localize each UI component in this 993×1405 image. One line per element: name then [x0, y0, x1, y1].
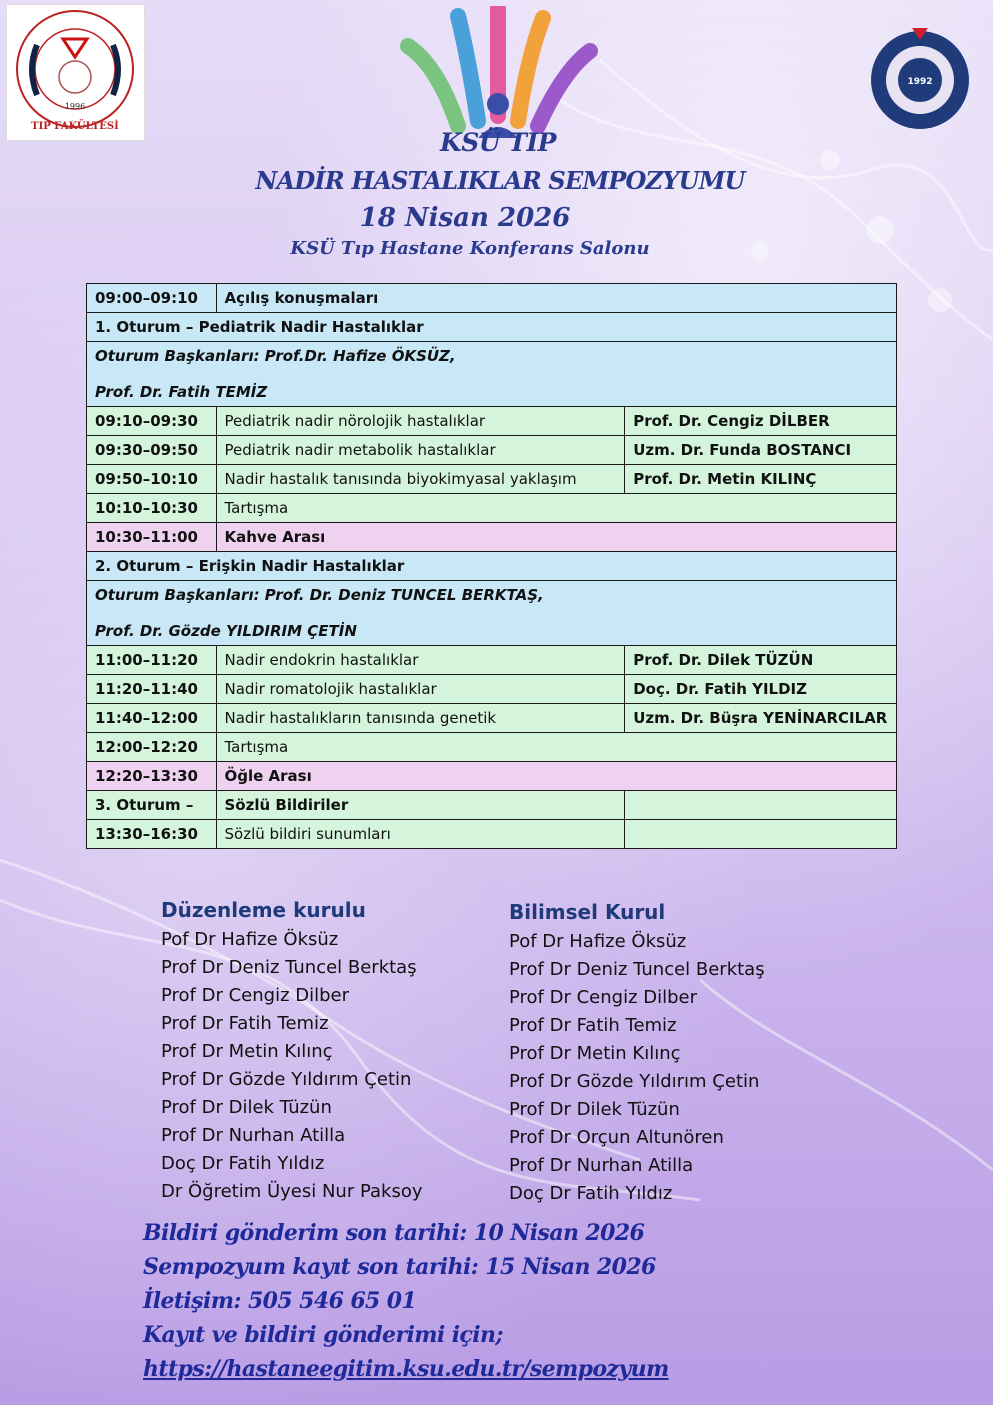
list-item: Doç Dr Fatih Yıldız — [161, 1153, 325, 1174]
session-header — [87, 791, 897, 820]
list-item: Prof Dr Dilek Tüzün — [509, 1099, 680, 1120]
registration-link[interactable]: https://hastaneegitim.ksu.edu.tr/sempozyum — [143, 1356, 669, 1382]
empty-cell — [625, 820, 897, 849]
event-venue: KSÜ Tıp Hastane Konferans Salonu — [290, 238, 650, 259]
list-item: Prof Dr Deniz Tuncel Berktaş — [161, 957, 417, 978]
session2-chairs-line2: Prof. Dr. Gözde YILDIRIM ÇETİN — [95, 622, 357, 640]
topic-cell: Nadir hastalıkların tanısında genetik — [216, 704, 625, 733]
svg-text:1996: 1996 — [64, 102, 86, 111]
time-cell: 09:00–09:10 — [87, 284, 217, 313]
submission-deadline: Bildiri gönderim son tarihi: 10 Nisan 2026 — [143, 1220, 645, 1246]
scientific-heading: Bilimsel Kurul — [509, 900, 666, 924]
topic-cell: Sözlü bildiri sunumları — [216, 820, 625, 849]
session1-chairs-line1: Oturum Başkanları: Prof.Dr. Hafize ÖKSÜZ, — [95, 347, 456, 365]
table-row — [87, 436, 897, 465]
time-cell: 09:30–09:50 — [87, 436, 217, 465]
speaker-cell: Uzm. Dr. Büşra YENİNARCILAR — [625, 704, 897, 733]
session-header — [87, 552, 897, 581]
session3-title: 3. Oturum – — [87, 791, 217, 820]
session2-title: 2. Oturum – Erişkin Nadir Hastalıklar — [87, 552, 897, 581]
list-item: Pof Dr Hafize Öksüz — [161, 929, 339, 950]
svg-text:1992: 1992 — [907, 77, 933, 87]
title-short: KSÜ TIP — [440, 128, 556, 157]
time-cell: 09:50–10:10 — [87, 465, 217, 494]
list-item: Doç Dr Fatih Yıldız — [509, 1183, 673, 1204]
list-item: Prof Dr Deniz Tuncel Berktaş — [509, 959, 765, 980]
list-item: Prof Dr Metin Kılınç — [161, 1041, 333, 1062]
list-item: Prof Dr Fatih Temiz — [161, 1013, 329, 1034]
registration-deadline: Sempozyum kayıt son tarihi: 15 Nisan 2026 — [143, 1254, 656, 1280]
break-row — [87, 523, 897, 552]
footer-info — [143, 1216, 669, 1386]
faculty-logo — [6, 4, 145, 141]
table-row — [87, 407, 897, 436]
coffee-break-label: Kahve Arası — [216, 523, 897, 552]
opening-label: Açılış konuşmaları — [216, 284, 897, 313]
topic-cell: Nadir endokrin hastalıklar — [216, 646, 625, 675]
time-cell: 09:10–09:30 — [87, 407, 217, 436]
organizing-committee — [161, 898, 423, 1206]
table-row — [87, 675, 897, 704]
list-item: Prof Dr Fatih Temiz — [509, 1015, 677, 1036]
list-item: Pof Dr Hafize Öksüz — [509, 931, 687, 952]
table-row — [87, 704, 897, 733]
discussion-label: Tartışma — [216, 733, 897, 762]
time-cell: 12:20–13:30 — [87, 762, 217, 791]
speaker-cell: Prof. Dr. Dilek TÜZÜN — [625, 646, 897, 675]
lunch-break-label: Öğle Arası — [216, 762, 897, 791]
session1-chairs-line2: Prof. Dr. Fatih TEMİZ — [95, 383, 268, 401]
table-row — [87, 494, 897, 523]
schedule-table — [86, 283, 897, 849]
empty-cell — [625, 791, 897, 820]
list-item: Prof Dr Orçun Altunören — [509, 1127, 724, 1148]
list-item: Prof Dr Nurhan Atilla — [509, 1155, 694, 1176]
topic-cell: Nadir hastalık tanısında biyokimyasal yaklaşım — [216, 465, 625, 494]
time-cell: 11:20–11:40 — [87, 675, 217, 704]
session3-label: Sözlü Bildiriler — [216, 791, 625, 820]
discussion-label: Tartışma — [216, 494, 897, 523]
time-cell: 12:00–12:20 — [87, 733, 217, 762]
list-item: Dr Öğretim Üyesi Nur Paksoy — [161, 1181, 423, 1202]
time-cell: 11:00–11:20 — [87, 646, 217, 675]
time-cell: 10:10–10:30 — [87, 494, 217, 523]
hands-emblem — [398, 6, 598, 146]
table-row — [87, 284, 897, 313]
topic-cell: Nadir romatolojik hastalıklar — [216, 675, 625, 704]
session2-chairs-line1: Oturum Başkanları: Prof. Dr. Deniz TUNCEL BERKTAŞ, — [95, 586, 544, 604]
table-row — [87, 646, 897, 675]
speaker-cell: Prof. Dr. Cengiz DİLBER — [625, 407, 897, 436]
table-row — [87, 465, 897, 494]
svg-text:TIP FAKÜLTESİ: TIP FAKÜLTESİ — [31, 121, 119, 132]
table-row — [87, 733, 897, 762]
event-date: 18 Nisan 2026 — [359, 203, 571, 233]
session1-title: 1. Oturum – Pediatrik Nadir Hastalıklar — [87, 313, 897, 342]
topic-cell: Pediatrik nadir metabolik hastalıklar — [216, 436, 625, 465]
scientific-committee — [509, 900, 765, 1208]
list-item: Prof Dr Gözde Yıldırım Çetin — [161, 1069, 412, 1090]
table-row — [87, 820, 897, 849]
topic-cell: Pediatrik nadir nörolojik hastalıklar — [216, 407, 625, 436]
break-row — [87, 762, 897, 791]
list-item: Prof Dr Nurhan Atilla — [161, 1125, 346, 1146]
time-cell: 11:40–12:00 — [87, 704, 217, 733]
register-label: Kayıt ve bildiri gönderimi için; — [143, 1322, 503, 1348]
time-cell: 10:30–11:00 — [87, 523, 217, 552]
list-item: Prof Dr Dilek Tüzün — [161, 1097, 332, 1118]
session-chairs — [87, 342, 897, 407]
organizing-heading: Düzenleme kurulu — [161, 898, 366, 922]
list-item: Prof Dr Cengiz Dilber — [509, 987, 698, 1008]
contact-phone: İletişim: 505 546 65 01 — [143, 1288, 417, 1314]
time-cell: 13:30–16:30 — [87, 820, 217, 849]
university-logo — [868, 28, 972, 132]
list-item: Prof Dr Metin Kılınç — [509, 1043, 681, 1064]
symposium-title: NADİR HASTALIKLAR SEMPOZYUMU — [255, 166, 745, 195]
speaker-cell: Doç. Dr. Fatih YILDIZ — [625, 675, 897, 704]
list-item: Prof Dr Cengiz Dilber — [161, 985, 350, 1006]
speaker-cell: Prof. Dr. Metin KILINÇ — [625, 465, 897, 494]
speaker-cell: Uzm. Dr. Funda BOSTANCI — [625, 436, 897, 465]
session-header — [87, 313, 897, 342]
session-chairs — [87, 581, 897, 646]
list-item: Prof Dr Gözde Yıldırım Çetin — [509, 1071, 760, 1092]
